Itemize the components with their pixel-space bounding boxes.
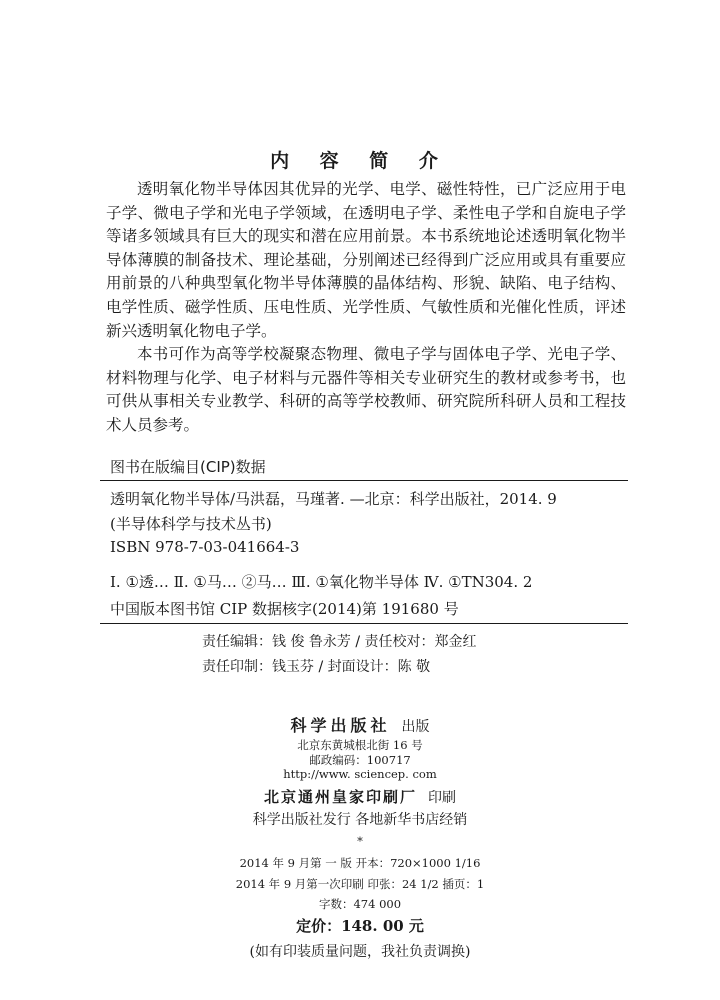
production-credit: 责任印制：钱玉芬 / 封面设计：陈 敬	[202, 659, 431, 675]
separator-star: *	[357, 834, 363, 848]
cip-line: Ⅰ. ①透… Ⅱ. ①马… ②马… Ⅲ. ①氧化物半导体 Ⅳ. ①TN304. 2	[110, 573, 533, 591]
printer-suffix: 印刷	[428, 790, 457, 806]
edition-line: 2014 年 9 月第一次印刷 印张：24 1/2 插页：1	[235, 877, 485, 891]
word-count: 字数：474 000	[318, 897, 402, 911]
summary-paragraph: 透明氧化物半导体因其优异的光学、电学、磁性特性，已广泛应用于电子学、微电子学和光电子学领域，在透明电子学、柔性电子学和自旋电子学等诸多领域具有巨大的现实和潜在应用前景。本书系统地论述透明氧化物半导体薄膜的制备技术、理论基础，分别阐述已经得到广泛应用或具有重要应用前景的八种典型氧化物半导体薄膜的晶体结构、形貌、缺陷、电子结构、电学性质、磁学性质、压电性质、光学性质、气敏性质和光催化性质，评述新兴透明氧化物电子学。	[106, 180, 626, 340]
divider	[100, 623, 628, 624]
publisher-line	[0, 713, 720, 736]
quality-notice: (如有印装质量问题，我社负责调换)	[249, 944, 471, 960]
price: 定价：148. 00 元	[296, 917, 424, 935]
printer-name: 北京通州皇家印刷厂	[263, 788, 417, 806]
divider	[100, 480, 628, 481]
publisher-name: 科学出版社	[290, 716, 391, 735]
publisher-suffix: 出版	[401, 719, 430, 735]
publisher-url: http://www. sciencep. com	[283, 767, 437, 781]
edition-line: 2014 年 9 月第 一 版 开本：720×1000 1/16	[239, 856, 481, 870]
cip-line: 透明氧化物半导体/马洪磊，马瑾著. —北京：科学出版社，2014. 9	[110, 490, 557, 508]
summary-paragraph: 本书可作为高等学校凝聚态物理、微电子学与固体电子学、光电子学、材料物理与化学、电子材料与元器件等相关专业研究生的教材或参考书，也可供从事相关专业教学、科研的高等学校教师、研究院所科研人员和工程技术人员参考。	[106, 345, 626, 434]
cip-line: ISBN 978-7-03-041664-3	[110, 538, 300, 556]
cip-line: (半导体科学与技术丛书)	[110, 515, 272, 533]
summary-title: 内 容 简 介	[270, 150, 450, 172]
cip-line: 中国版本图书馆 CIP 数据核字(2014)第 191680 号	[110, 600, 459, 618]
cip-heading: 图书在版编目(CIP)数据	[110, 458, 266, 476]
printer-line	[0, 786, 720, 807]
publisher-address: 北京东黄城根北街 16 号	[297, 738, 423, 752]
editor-credit: 责任编辑：钱 俊 鲁永芳 / 责任校对：郑金红	[202, 634, 477, 650]
publisher-postcode: 邮政编码：100717	[309, 753, 411, 767]
summary-body	[106, 178, 626, 438]
distribution: 科学出版社发行 各地新华书店经销	[252, 812, 468, 828]
